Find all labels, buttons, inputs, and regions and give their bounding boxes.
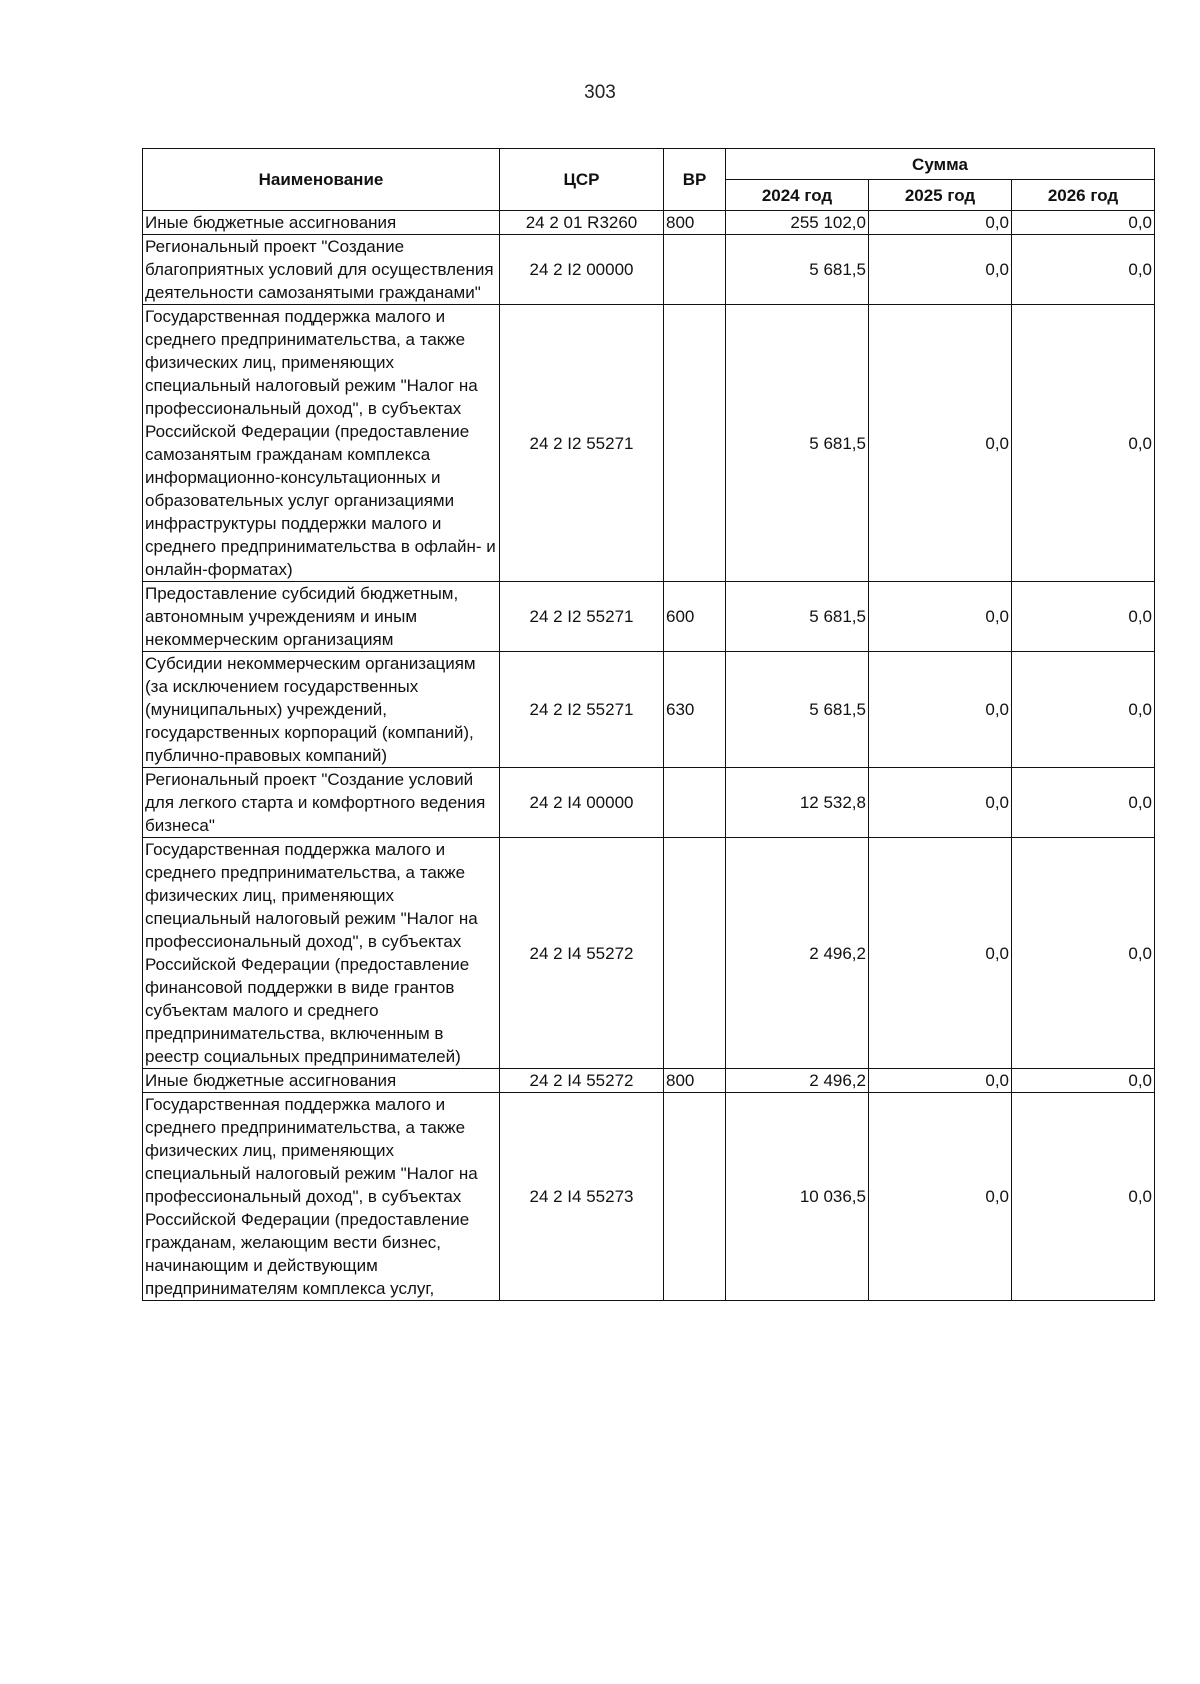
row-sum-2025: 0,0 <box>869 211 1012 235</box>
row-sum-2025: 0,0 <box>869 582 1012 652</box>
header-year-2025: 2025 год <box>869 180 1012 211</box>
header-sum: Сумма <box>726 149 1155 180</box>
table-row <box>143 1069 1155 1093</box>
header-vr: ВР <box>664 149 726 211</box>
row-name: Региональный проект "Создание условий для легкого старта и комфортного ведения бизнеса" <box>143 768 500 838</box>
row-csr: 24 2 I4 55272 <box>500 838 664 1069</box>
row-csr: 24 2 I2 00000 <box>500 235 664 305</box>
row-sum-2024: 5 681,5 <box>726 582 869 652</box>
row-vr: 800 <box>664 1069 726 1093</box>
row-sum-2026: 0,0 <box>1012 652 1155 768</box>
budget-table <box>142 148 1155 1301</box>
row-sum-2026: 0,0 <box>1012 582 1155 652</box>
row-vr <box>664 1093 726 1301</box>
row-sum-2025: 0,0 <box>869 235 1012 305</box>
row-sum-2026: 0,0 <box>1012 768 1155 838</box>
row-csr: 24 2 I4 55272 <box>500 1069 664 1093</box>
row-sum-2024: 10 036,5 <box>726 1093 869 1301</box>
row-sum-2026: 0,0 <box>1012 838 1155 1069</box>
row-csr: 24 2 I2 55271 <box>500 305 664 582</box>
row-sum-2026: 0,0 <box>1012 1093 1155 1301</box>
row-name: Государственная поддержка малого и среднего предпринимательства, а также физических лиц, применяющих специальный налоговый режим "Налог на профессиональный доход", в субъектах Российской Федерации (предоставление финансовой поддержки в виде грантов субъектам малого и среднего предпринимательства, включенным в реестр социальных предпринимателей) <box>143 838 500 1069</box>
row-name: Государственная поддержка малого и среднего предпринимательства, а также физических лиц, применяющих специальный налоговый режим "Налог на профессиональный доход", в субъектах Российской Федерации (предоставление гражданам, желающим вести бизнес, начинающим и действующим предпринимателям комплекса услуг, <box>143 1093 500 1301</box>
table-row <box>143 1093 1155 1301</box>
page-number: 303 <box>584 82 616 103</box>
row-sum-2025: 0,0 <box>869 838 1012 1069</box>
row-sum-2026: 0,0 <box>1012 235 1155 305</box>
header-year-2024: 2024 год <box>726 180 869 211</box>
row-sum-2026: 0,0 <box>1012 1069 1155 1093</box>
row-csr: 24 2 I4 00000 <box>500 768 664 838</box>
row-name: Иные бюджетные ассигнования <box>143 1069 500 1093</box>
table-row <box>143 235 1155 305</box>
row-sum-2025: 0,0 <box>869 1069 1012 1093</box>
row-sum-2024: 255 102,0 <box>726 211 869 235</box>
row-csr: 24 2 I2 55271 <box>500 652 664 768</box>
table-row <box>143 582 1155 652</box>
row-sum-2024: 5 681,5 <box>726 305 869 582</box>
row-vr <box>664 838 726 1069</box>
row-sum-2024: 5 681,5 <box>726 652 869 768</box>
table-row <box>143 838 1155 1069</box>
row-sum-2025: 0,0 <box>869 305 1012 582</box>
table-row <box>143 768 1155 838</box>
row-vr <box>664 235 726 305</box>
row-name: Государственная поддержка малого и среднего предпринимательства, а также физических лиц, применяющих специальный налоговый режим "Налог на профессиональный доход", в субъектах Российской Федерации (предоставление самозанятым гражданам комплекса информационно-консультационных и образовательных услуг организациями инфраструктуры поддержки малого и среднего предпринимательства в офлайн- и онлайн-форматах) <box>143 305 500 582</box>
row-csr: 24 2 I4 55273 <box>500 1093 664 1301</box>
row-csr: 24 2 01 R3260 <box>500 211 664 235</box>
row-vr: 630 <box>664 652 726 768</box>
row-sum-2025: 0,0 <box>869 768 1012 838</box>
row-name: Предоставление субсидий бюджетным, автономным учреждениям и иным некоммерческим организациям <box>143 582 500 652</box>
header-csr: ЦСР <box>500 149 664 211</box>
table-row <box>143 211 1155 235</box>
table-row <box>143 305 1155 582</box>
table-body <box>143 211 1155 1301</box>
table-row <box>143 652 1155 768</box>
row-vr <box>664 768 726 838</box>
row-vr <box>664 305 726 582</box>
row-name: Иные бюджетные ассигнования <box>143 211 500 235</box>
row-name: Субсидии некоммерческим организациям (за исключением государственных (муниципальных) учреждений, государственных корпораций (компаний), публично-правовых компаний) <box>143 652 500 768</box>
row-sum-2024: 2 496,2 <box>726 1069 869 1093</box>
row-sum-2025: 0,0 <box>869 1093 1012 1301</box>
row-sum-2024: 12 532,8 <box>726 768 869 838</box>
row-sum-2026: 0,0 <box>1012 305 1155 582</box>
row-sum-2024: 2 496,2 <box>726 838 869 1069</box>
header-name: Наименование <box>143 149 500 211</box>
row-vr: 600 <box>664 582 726 652</box>
row-csr: 24 2 I2 55271 <box>500 582 664 652</box>
header-year-2026: 2026 год <box>1012 180 1155 211</box>
row-sum-2024: 5 681,5 <box>726 235 869 305</box>
row-sum-2025: 0,0 <box>869 652 1012 768</box>
row-name: Региональный проект "Создание благоприятных условий для осуществления деятельности самозанятыми гражданами" <box>143 235 500 305</box>
row-vr: 800 <box>664 211 726 235</box>
row-sum-2026: 0,0 <box>1012 211 1155 235</box>
